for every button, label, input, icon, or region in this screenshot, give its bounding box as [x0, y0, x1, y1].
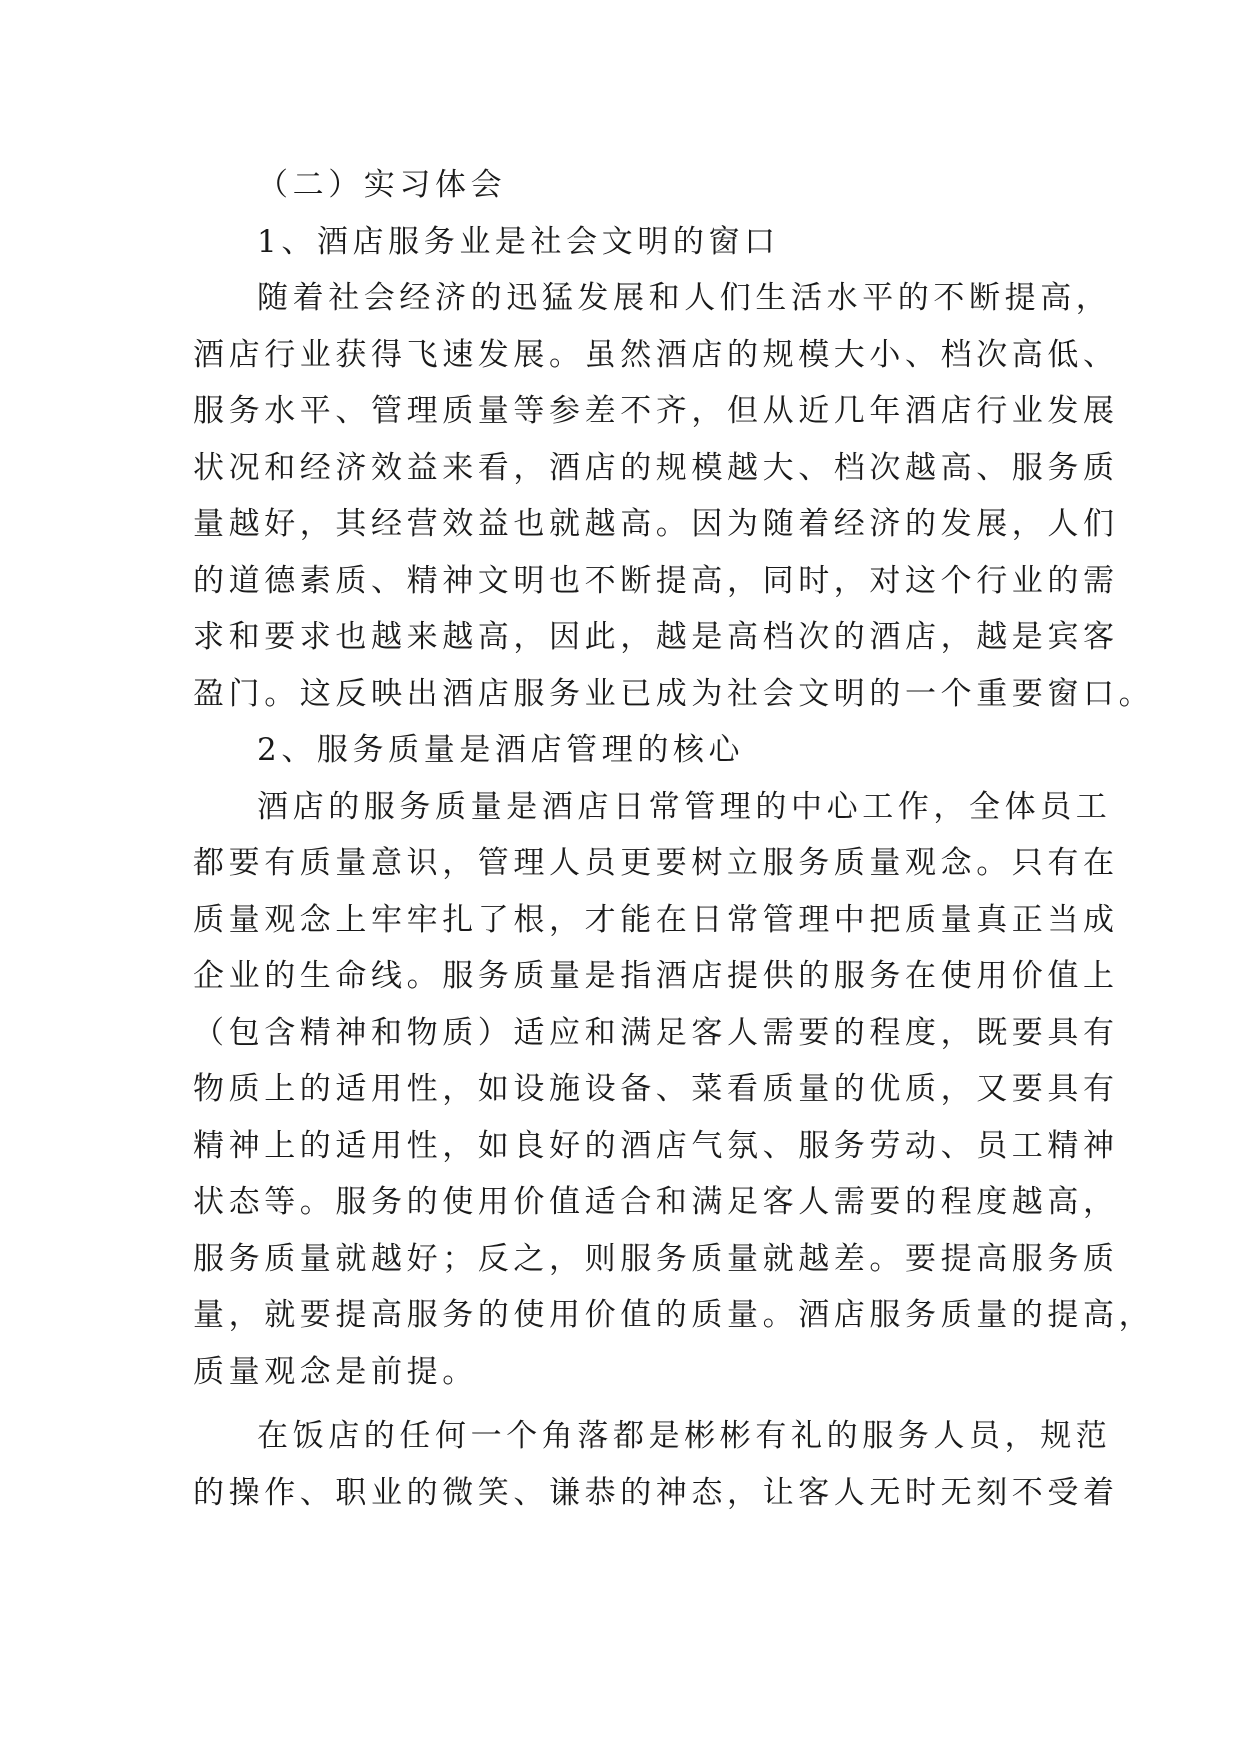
paragraph-line: 服务质量就越好；反之，则服务质量就越差。要提高服务质: [193, 1240, 1119, 1277]
paragraph-line: 都要有质量意识，管理人员更要树立服务质量观念。只有在: [193, 845, 1119, 881]
paragraph-spacer: [193, 1400, 1053, 1408]
paragraph-line: 的操作、职业的微笑、谦恭的神态，让客人无时无刻不受着: [193, 1474, 1119, 1511]
paragraph-line: 随着社会经济的迅猛发展和人们生活水平的不断提高，: [257, 280, 1112, 316]
paragraph-line: 酒店行业获得飞速发展。虽然酒店的规模大小、档次高低、: [193, 336, 1119, 373]
paragraph-line: 服务水平、管理质量等参差不齐，但从近几年酒店行业发展: [193, 393, 1119, 429]
paragraph-3: [193, 1408, 1119, 1521]
paragraph-line: 质量观念是前提。: [193, 1353, 478, 1390]
paragraph-line: 求和要求也越来越高，因此，越是高档次的酒店，越是宾客: [193, 619, 1119, 655]
paragraph-1: [193, 270, 1155, 722]
document-page: [193, 157, 1155, 1521]
paragraph-line: 的道德素质、精神文明也不断提高，同时，对这个行业的需: [193, 562, 1119, 599]
paragraph-line: 酒店的服务质量是酒店日常管理的中心工作，全体员工: [257, 788, 1112, 825]
paragraph-line: 状况和经济效益来看，酒店的规模越大、档次越高、服务质: [193, 449, 1119, 486]
paragraph-line: 量，就要提高服务的使用价值的质量。酒店服务质量的提高，: [193, 1297, 1155, 1333]
paragraph-line: 量越好，其经营效益也就越高。因为随着经济的发展，人们: [193, 506, 1119, 542]
paragraph-line: 在饭店的任何一个角落都是彬彬有礼的服务人员，规范: [257, 1418, 1112, 1454]
subheading-1: 1、酒店服务业是社会文明的窗口: [257, 223, 780, 260]
paragraph-line: 物质上的适用性，如设施设备、菜看质量的优质，又要具有: [193, 1071, 1119, 1107]
subheading-2: 2、服务质量是酒店管理的核心: [257, 732, 745, 768]
paragraph-line: 盈门。这反映出酒店服务业已成为社会文明的一个重要窗口。: [193, 675, 1155, 712]
paragraph-line: （包含精神和物质）适应和满足客人需要的程度，既要具有: [193, 1014, 1119, 1051]
paragraph-line: 企业的生命线。服务质量是指酒店提供的服务在使用价值上: [193, 958, 1119, 994]
paragraph-line: 状态等。服务的使用价值适合和满足客人需要的程度越高，: [193, 1184, 1119, 1220]
paragraph-2: [193, 779, 1155, 1401]
paragraph-line: 精神上的适用性，如良好的酒店气氛、服务劳动、员工精神: [193, 1127, 1119, 1164]
section-heading: （二）实习体会: [257, 167, 507, 203]
paragraph-line: 质量观念上牢牢扎了根，才能在日常管理中把质量真正当成: [193, 901, 1119, 938]
